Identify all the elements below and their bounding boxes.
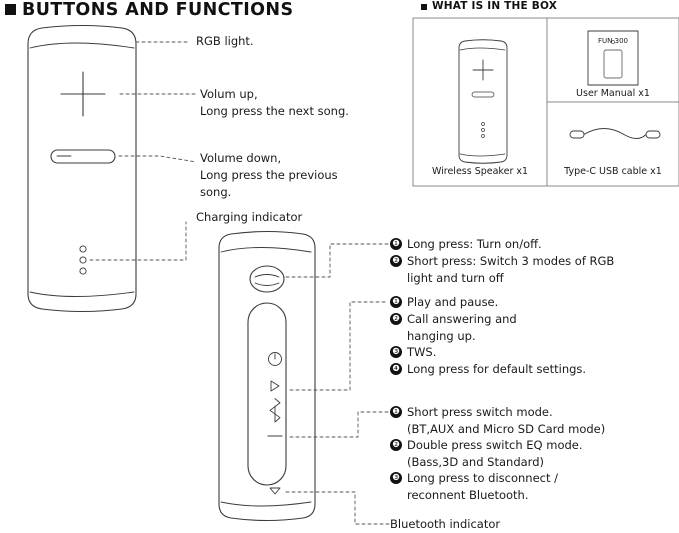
list-item-continuation: (BT,AUX and Micro SD Card mode) [407,422,606,436]
callout-group-bluetooth-mode [390,404,675,503]
list-item [390,253,670,269]
list-item-text: Long press to disconnect / [407,471,559,485]
page-title: BUTTONS AND FUNCTIONS [22,0,294,20]
callout-group-multifunction [390,294,670,378]
list-item [390,470,675,486]
list-item-text: Short press switch mode. [407,405,553,419]
list-item-continuation: light and turn off [407,271,504,285]
bullet-number-4-icon: ❹ [390,363,402,375]
list-item-text: Long press for default settings. [407,362,587,376]
bullet-number-2-icon: ❷ [390,439,402,451]
callout-volume-down-line3: song. [200,185,232,199]
bullet-number-3-icon: ❸ [390,346,402,358]
list-item [390,344,670,360]
box-item-speaker-label: Wireless Speaker x1 [431,166,529,177]
list-item [390,437,675,453]
list-item [390,311,670,327]
bullet-number-1-icon: ❶ [390,406,402,418]
list-item [390,294,670,310]
list-item [390,404,675,420]
list-item-text: Short press: Switch 3 modes of RGB [407,254,615,268]
list-item-text: TWS. [407,345,437,359]
list-item-text: Play and pause. [407,295,499,309]
box-item-cable-label: Type-C USB cable x1 [564,166,662,177]
callout-charging-indicator: Charging indicator [196,210,303,224]
callout-rgb-light: RGB light. [196,34,254,48]
list-item-continuation: reconnent Bluetooth. [407,488,529,502]
bullet-number-1-icon: ❶ [390,296,402,308]
callout-group-power-rgb [390,236,670,286]
bullet-number-3-icon: ❸ [390,472,402,484]
box-title-bullet-icon [421,4,427,10]
bullet-number-2-icon: ❷ [390,313,402,325]
box-speaker-thumb [459,40,507,164]
list-item-text: Call answering and [407,312,517,326]
box-item-manual-label: User Manual x1 [576,88,650,99]
speaker-front-illustration [28,26,136,312]
list-item [390,236,670,252]
list-item-text: Long press: Turn on/off. [407,237,542,251]
manual-brand-label: FUN 300 [598,37,628,45]
box-contents-title: WHAT IS IN THE BOX [432,0,558,12]
list-item [390,361,670,377]
callout-volume-down-line2: Long press the previous [200,168,338,182]
bullet-number-1-icon: ❶ [390,238,402,250]
speaker-controls-illustration [219,232,315,521]
callout-volume-up-line2: Long press the next song. [200,104,349,118]
main-title-bullet-icon [5,4,16,15]
callout-bluetooth-indicator: Bluetooth indicator [390,517,501,531]
box-cable-thumb [570,129,660,139]
list-item-text: Double press switch EQ mode. [407,438,583,452]
bullet-number-2-icon: ❷ [390,255,402,267]
callout-volume-up-line1: Volum up, [200,87,258,101]
callout-volume-down-line1: Volume down, [200,151,282,165]
list-item-continuation: (Bass,3D and Standard) [407,455,544,469]
list-item-continuation: hanging up. [407,329,476,343]
